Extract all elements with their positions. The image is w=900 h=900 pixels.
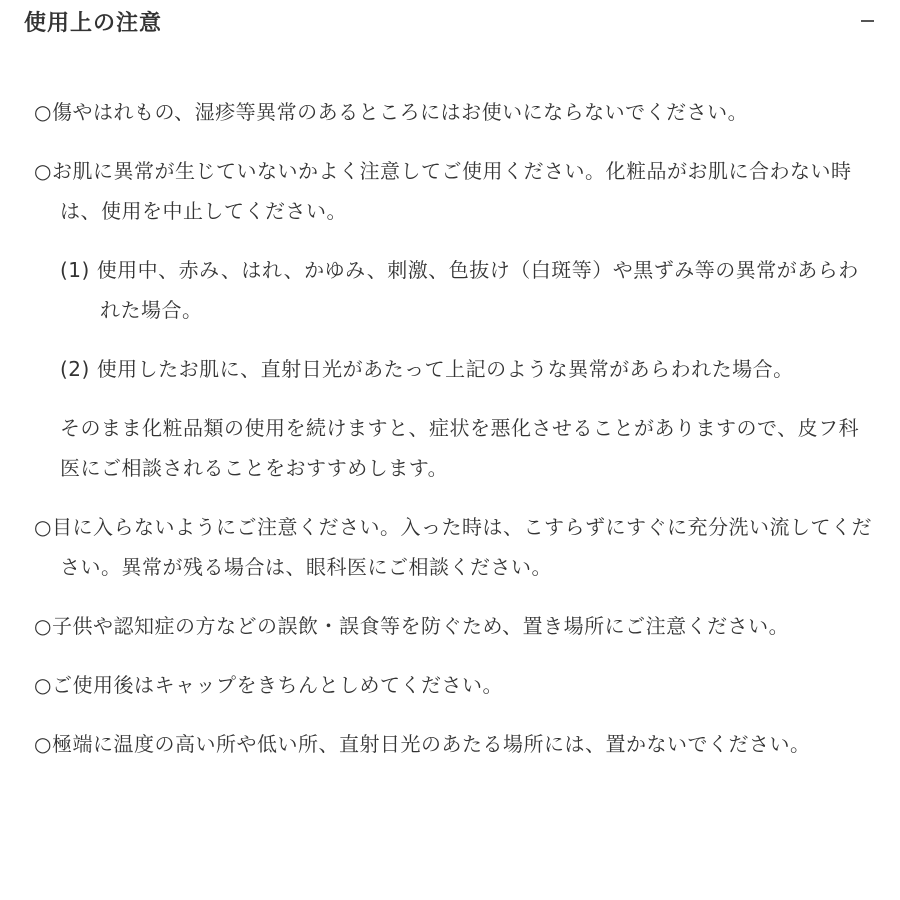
precaution-sub-item: (2) 使用したお肌に、直射日光があたって上記のような異常があらわれた場合。 xyxy=(60,357,794,381)
precaution-item: ○極端に温度の高い所や低い所、直射日光のあたる場所には、置かないでください。 xyxy=(34,732,811,756)
collapse-button[interactable] xyxy=(854,6,880,32)
minus-icon xyxy=(861,20,874,22)
precaution-note: そのまま化粧品類の使用を続けますと、症状を悪化させることがありますので、皮フ科医にご相談されることをおすすめします。 xyxy=(60,416,860,480)
precaution-item: ○お肌に異常が生じていないかよく注意してご使用ください。化粧品がお肌に合わない時は、使用を中止してください。 xyxy=(34,159,852,223)
section-header xyxy=(0,0,900,50)
precaution-item: ○目に入らないようにご注意ください。入った時は、こすらずにすぐに充分洗い流してください。異常が残る場合は、眼科医にご相談ください。 xyxy=(34,515,872,579)
precaution-item: ○子供や認知症の方などの誤飲・誤食等を防ぐため、置き場所にご注意ください。 xyxy=(34,614,790,638)
section-title: 使用上の注意 xyxy=(24,11,163,36)
precaution-item: ○傷やはれもの、湿疹等異常のあるところにはお使いにならないでください。 xyxy=(34,100,749,124)
precautions-content xyxy=(34,92,874,783)
precaution-item: ○ご使用後はキャップをきちんとしめてください。 xyxy=(34,673,503,697)
precaution-sub-item: (1) 使用中、赤み、はれ、かゆみ、刺激、色抜け（白斑等）や黒ずみ等の異常があらわれた場合。 xyxy=(60,258,859,322)
